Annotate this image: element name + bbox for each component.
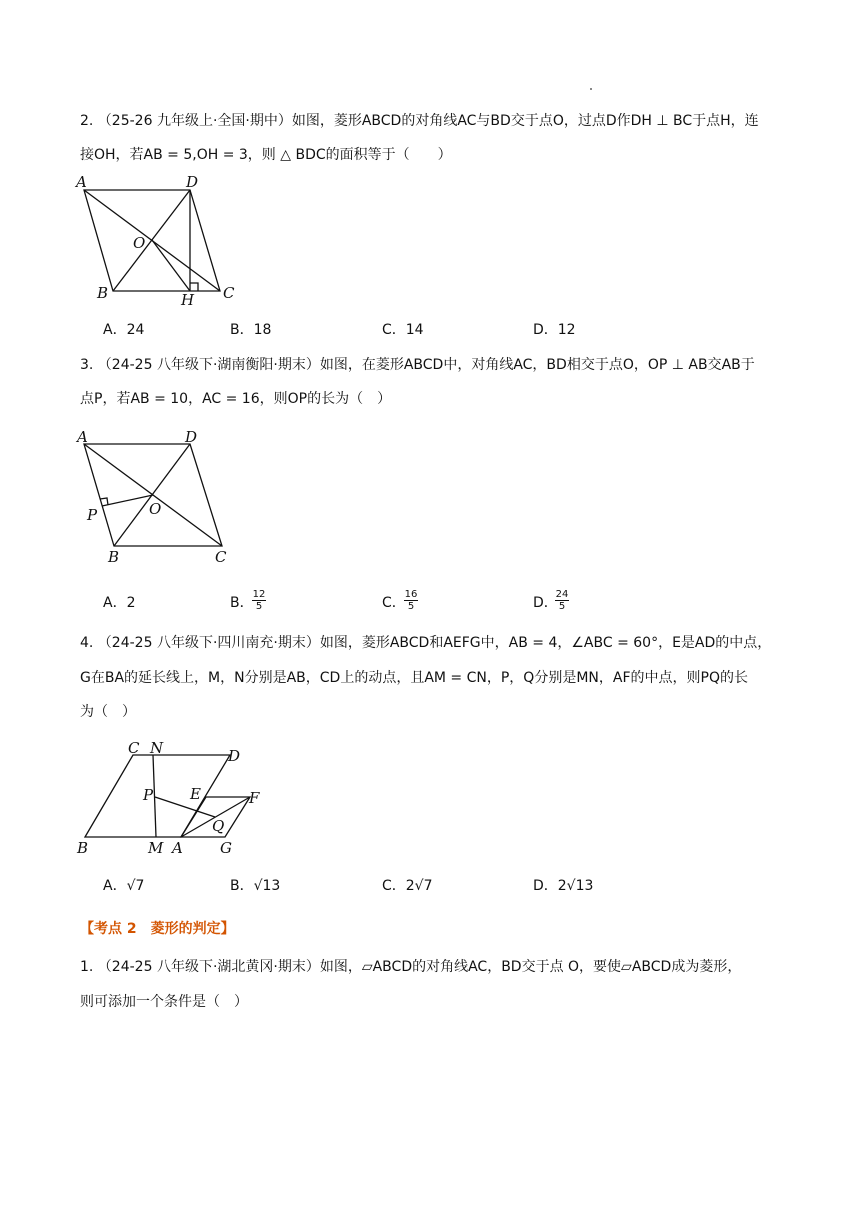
q4-label-f: F: [249, 789, 260, 807]
s2q1-text-line-2: 则可添加一个条件是（ ）: [80, 994, 248, 1010]
q4-label-e: E: [190, 785, 201, 803]
q2-option-d[interactable]: D．12: [533, 322, 576, 338]
q3-label-a: A: [77, 428, 88, 446]
q4-label-p: P: [143, 786, 154, 804]
q3-option-b-fraction: [252, 589, 266, 612]
q4-label-d: D: [228, 747, 241, 765]
q2-label-d: D: [186, 173, 199, 191]
q4-text-line-1: 4. （24-25 八年级下·四川南充·期末）如图，菱形ABCD和AEFG中，AB = 4，∠ABC = 60°，E是AD的中点，: [80, 635, 772, 651]
q3-text-line-2: 点P，若AB = 10，AC = 16，则OP的长为（ ）: [80, 391, 392, 407]
q4-option-d[interactable]: D．2√13: [533, 878, 594, 894]
q4-labels: [76, 739, 260, 857]
q4-option-c[interactable]: C．2√7: [382, 878, 433, 894]
q2-figure: [84, 190, 220, 291]
q3-label-d: D: [185, 428, 198, 446]
q2-option-c[interactable]: C．14: [382, 322, 424, 338]
q4-option-b[interactable]: B．√13: [230, 878, 281, 894]
q3-label-p: P: [87, 506, 98, 524]
s2q1-text-line-1: 1. （24-25 八年级下·湖北黄冈·期末）如图，▱ABCD的对角线AC，BD交于点 O，要使▱ABCD成为菱形，: [80, 959, 742, 975]
q3-option-d[interactable]: D．: [533, 595, 558, 611]
q3-option-d-fraction: [555, 589, 569, 612]
q3-label-b: B: [108, 548, 120, 566]
q2-line-oh: [152, 240, 190, 291]
q4-option-a[interactable]: A．√7: [103, 878, 145, 894]
q4-label-g: G: [220, 839, 232, 857]
q3-option-b-numerator: 12: [252, 589, 266, 600]
q3-text-line-1: 3. （24-25 八年级下·湖南衡阳·期末）如图，在菱形ABCD中，对角线AC，BD相交于点O，OP ⊥ AB交AB于: [80, 357, 755, 373]
q2-text-line-2: 接OH，若AB = 5,OH = 3，则 △ BDC的面积等于（ ）: [80, 147, 452, 163]
q2-label-h: H: [181, 291, 195, 309]
q3-option-d-denominator: 5: [558, 601, 566, 612]
q3-option-d-numerator: 24: [555, 589, 569, 600]
q2-label-c: C: [223, 284, 235, 302]
q4-label-a: A: [172, 839, 183, 857]
q2-label-a: A: [76, 173, 87, 191]
q4-label-m: M: [148, 839, 164, 857]
q3-option-c-fraction: [404, 589, 418, 612]
q4-rhombus-abcd: [85, 755, 230, 837]
q3-figure: [84, 444, 222, 546]
q4-figure: [85, 755, 250, 837]
q3-option-b-denominator: 5: [255, 601, 263, 612]
q4-text-line-3: 为（ ）: [80, 704, 136, 720]
q4-label-n: N: [150, 739, 164, 757]
q2-label-o: O: [133, 234, 146, 252]
q3-option-b[interactable]: B．: [230, 595, 254, 611]
q4-label-q: Q: [212, 817, 225, 835]
q3-option-c[interactable]: C．: [382, 595, 406, 611]
q2-right-angle-mark: [190, 283, 198, 291]
q3-option-a[interactable]: A．2: [103, 595, 136, 611]
q4-text-line-2: G在BA的延长线上，M，N分别是AB，CD上的动点，且AM = CN，P，Q分别是MN，AF的中点，则PQ的长: [80, 670, 748, 686]
q2-text-line-1: 2. （25-26 九年级上·全国·期中）如图，菱形ABCD的对角线AC与BD交于点O，过点D作DH ⊥ BC于点H，连: [80, 113, 759, 129]
q2-label-b: B: [97, 284, 109, 302]
q2-option-b[interactable]: B．18: [230, 322, 272, 338]
q4-line-pq: [155, 797, 215, 817]
q2-option-a[interactable]: A．24: [103, 322, 145, 338]
q4-label-c: C: [128, 739, 140, 757]
section-heading: 【考点 2 菱形的判定】: [80, 921, 235, 937]
q3-option-c-numerator: 16: [404, 589, 418, 600]
q3-label-o: O: [149, 500, 162, 518]
q4-line-mn: [153, 755, 156, 837]
q4-label-b: B: [77, 839, 89, 857]
q3-option-c-denominator: 5: [407, 601, 415, 612]
q3-label-c: C: [215, 548, 227, 566]
